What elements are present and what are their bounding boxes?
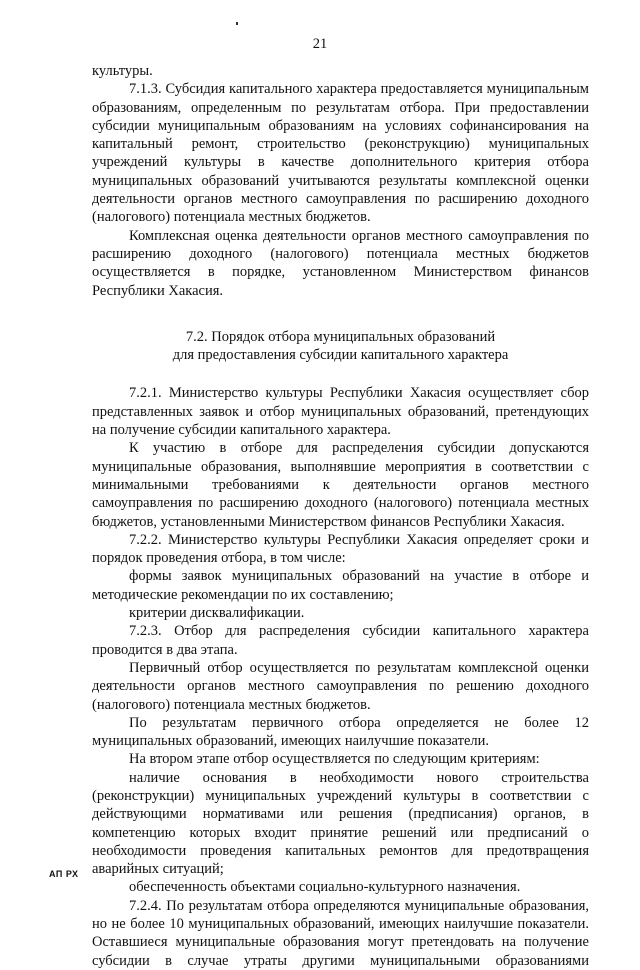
paragraph-7-2-3: 7.2.3. Отбор для распределения субсидии капитального характера проводится в два этапа.: [92, 623, 589, 658]
document-body: [92, 62, 589, 970]
section-heading-7-2: [92, 328, 589, 365]
list-item-criteria: критерии дисквалификации.: [129, 605, 305, 622]
section-heading-line-2: для предоставления субсидии капитального характера: [172, 347, 509, 364]
paragraph-continuation: культуры.: [92, 63, 153, 79]
paragraph-7-2-1: 7.2.1. Министерство культуры Республики Хакасия осуществляет сбор представленных заявок и отбор муниципальных образований, претендующих на получение субсидии капитального характера.: [92, 385, 589, 439]
page-number: 21: [312, 36, 328, 52]
scan-speck: [236, 22, 238, 25]
list-item-forms: формы заявок муниципальных образований на участие в отборе и методические рекомендации по их составлению;: [92, 568, 589, 603]
paragraph-7-2-2: 7.2.2. Министерство культуры Республики Хакасия определяет сроки и порядок проведения отбора, в том числе:: [92, 531, 589, 567]
footer-stamp: АП РХ: [49, 869, 79, 879]
section-heading-line-1: 7.2. Порядок отбора муниципальных образований: [185, 328, 496, 345]
paragraph-complex-assessment: Комплексная оценка деятельности органов местного самоуправления по расширению доходного (налогового) потенциала местных бюджетов осуществляется в порядке, установленном Министерством финансов Республики Хакасия.: [92, 227, 589, 299]
paragraph-second-stage: На втором этапе отбор осуществляется по следующим критериям:: [129, 751, 540, 768]
paragraph-primary-results: По результатам первичного отбора определяется не более 12 муниципальных образований, имеющих наилучшие показатели.: [92, 714, 589, 750]
list-item-construction-basis: наличие основания в необходимости нового строительства (реконструкции) муниципальных учреждений культуры в соответствии с действующими нормативами или решения (предписания) органов, в компетенцию которых входит принятие решений или предписаний о необходимости проведения капитальных ремонтов для предотвращения аварийных ситуаций;: [92, 769, 589, 878]
list-item-facilities: обеспеченность объектами социально-культурного назначения.: [129, 879, 521, 896]
paragraph-7-1-3: 7.1.3. Субсидия капитального характера предоставляется муниципальным образованиям, определенным по результатам отбора. При предоставлении субсидии муниципальным образованиям на условиях софинансирования на капитальный ремонт, строительство (реконструкцию) муниципальных учреждений культуры в качестве дополнительного критерия отбора муниципальных образований учитываются результаты комплексной оценки деятельности органов местного самоуправления по расширению доходного (налогового) потенциала местных бюджетов.: [92, 81, 589, 226]
paragraph-admission: К участию в отборе для распределения субсидии допускаются муниципальные образования, выполнявшие мероприятия в соответствии с минимальными требованиями к деятельности органов местного самоуправления по расширению доходного (налогового) потенциала местных бюджетов, установленными Министерством финансов Республики Хакасия.: [92, 440, 589, 530]
paragraph-primary-selection: Первичный отбор осуществляется по результатам комплексной оценки деятельности органов местного самоуправления по решению доходного (налогового) потенциала местных бюджетов.: [92, 659, 589, 713]
paragraph-7-2-4: 7.2.4. По результатам отбора определяются муниципальные образования, но не более 10 муниципальных образований, имеющих наилучшие показатели. Оставшиеся муниципальные образования могут претендовать на получение субсидии в случае утраты другими муниципальными образованиями: [92, 897, 589, 969]
